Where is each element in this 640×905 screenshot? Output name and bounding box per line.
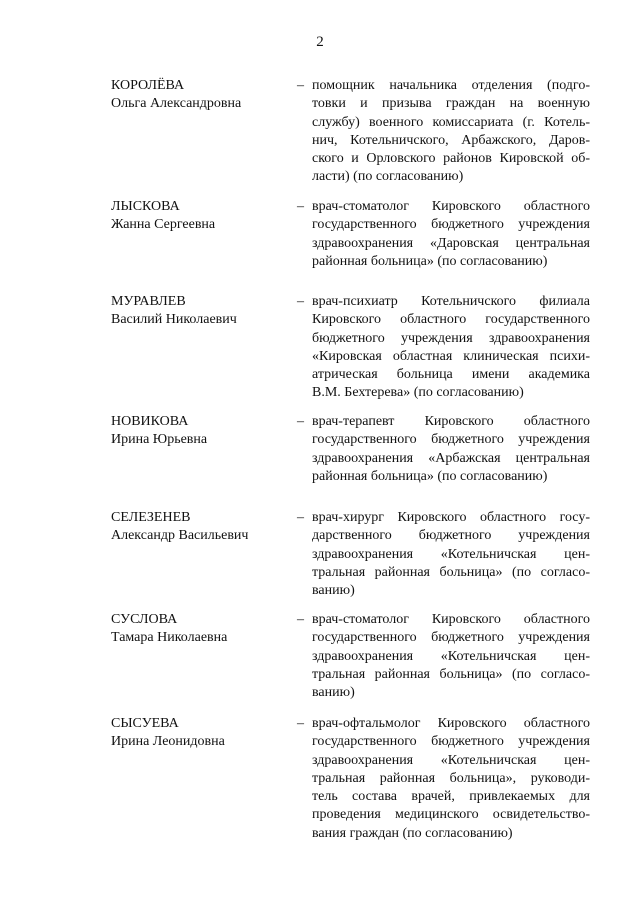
description-line: ванию) (312, 583, 355, 599)
member-given-name: Ирина Юрьевна (111, 432, 208, 447)
member-surname: МУРАВЛЕВ (111, 294, 186, 309)
member-surname: НОВИКОВА (111, 414, 189, 429)
member-description (312, 293, 590, 403)
description-line: врач-терапевт Кировского областного (312, 414, 590, 429)
description-line: районная больница» (по согласованию) (312, 253, 548, 269)
description-line: здравоохранения «Котельничская цен- (312, 752, 590, 768)
description-line: «Кировская областная клиническая психи- (312, 348, 590, 364)
description-line: государственного бюджетного учреждения (312, 432, 590, 448)
description-line: здравоохранения «Даровская центральная (312, 235, 590, 251)
description-line: ского и Орловского районов Кировской об- (312, 151, 590, 167)
dash-separator: – (297, 510, 304, 525)
description-line: врач-офтальмолог Кировского областного (312, 716, 590, 731)
description-line: ванию) (312, 685, 355, 701)
description-line: врач-хирург Кировского областного госу- (312, 510, 590, 525)
dash-separator: – (297, 199, 304, 214)
member-description (312, 509, 590, 600)
member-description (312, 715, 590, 843)
member-given-name: Александр Васильевич (111, 528, 249, 543)
description-line: государственного бюджетного учреждения (312, 630, 590, 646)
page-number: 2 (316, 34, 324, 50)
member-given-name: Тамара Николаевна (111, 630, 228, 645)
dash-separator: – (297, 414, 304, 429)
member-given-name: Жанна Сергеевна (111, 217, 216, 232)
member-name (111, 413, 286, 449)
member-description (312, 77, 590, 187)
description-line: службу) военного комиссариата (г. Котель- (312, 114, 590, 130)
member-surname: ЛЫСКОВА (111, 199, 180, 214)
description-line: врач-психиатр Котельничского филиала (312, 294, 590, 309)
description-line: тель состава врачей, привлекаемых для (312, 789, 590, 805)
description-line: здравоохранения «Котельничская цен- (312, 648, 590, 664)
description-line: нич, Котельничского, Арбажского, Даров- (312, 132, 590, 148)
description-line: государственного бюджетного учреждения (312, 217, 590, 233)
member-given-name: Ирина Леонидовна (111, 734, 225, 749)
member-description (312, 611, 590, 702)
description-line: государственного бюджетного учреждения (312, 734, 590, 750)
member-surname: СЫСУЕВА (111, 716, 179, 731)
member-description (312, 413, 590, 486)
member-name (111, 198, 286, 234)
dash-separator: – (297, 294, 304, 309)
member-given-name: Василий Николаевич (111, 312, 237, 327)
member-given-name: Ольга Александровна (111, 96, 242, 111)
description-line: дарственного бюджетного учреждения (312, 528, 590, 544)
member-surname: КОРОЛЁВА (111, 78, 185, 93)
description-line: помощник начальника отделения (подго- (312, 78, 590, 93)
description-line: здравоохранения «Арбажская центральная (312, 450, 590, 466)
member-name (111, 77, 286, 113)
description-line: проведения медицинского освидетельство- (312, 807, 590, 823)
description-line: бюджетного учреждения здравоохранения (312, 330, 590, 346)
member-name (111, 293, 286, 329)
description-line: тральная районная больница», руководи- (312, 770, 590, 786)
member-name (111, 509, 286, 545)
description-line: В.М. Бехтерева» (по согласованию) (312, 385, 524, 401)
description-line: тральная районная больница» (по согласо- (312, 666, 590, 682)
member-description (312, 198, 590, 271)
member-name (111, 715, 286, 751)
description-line: здравоохранения «Котельничская цен- (312, 546, 590, 562)
description-line: районная больница» (по согласованию) (312, 468, 548, 484)
description-line: атрическая больница имени академика (312, 367, 590, 383)
description-line: тральная районная больница» (по согласо- (312, 564, 590, 580)
member-name (111, 611, 286, 647)
description-line: товки и призыва граждан на военную (312, 96, 590, 112)
description-line: врач-стоматолог Кировского областного (312, 199, 590, 214)
member-surname: СЕЛЕЗЕНЕВ (111, 510, 191, 525)
dash-separator: – (297, 716, 304, 731)
dash-separator: – (297, 612, 304, 627)
description-line: вания граждан (по согласованию) (312, 825, 513, 841)
description-line: ласти) (по согласованию) (312, 169, 464, 185)
member-surname: СУСЛОВА (111, 612, 178, 627)
description-line: врач-стоматолог Кировского областного (312, 612, 590, 627)
description-line: Кировского областного государственного (312, 312, 590, 328)
dash-separator: – (297, 78, 304, 93)
